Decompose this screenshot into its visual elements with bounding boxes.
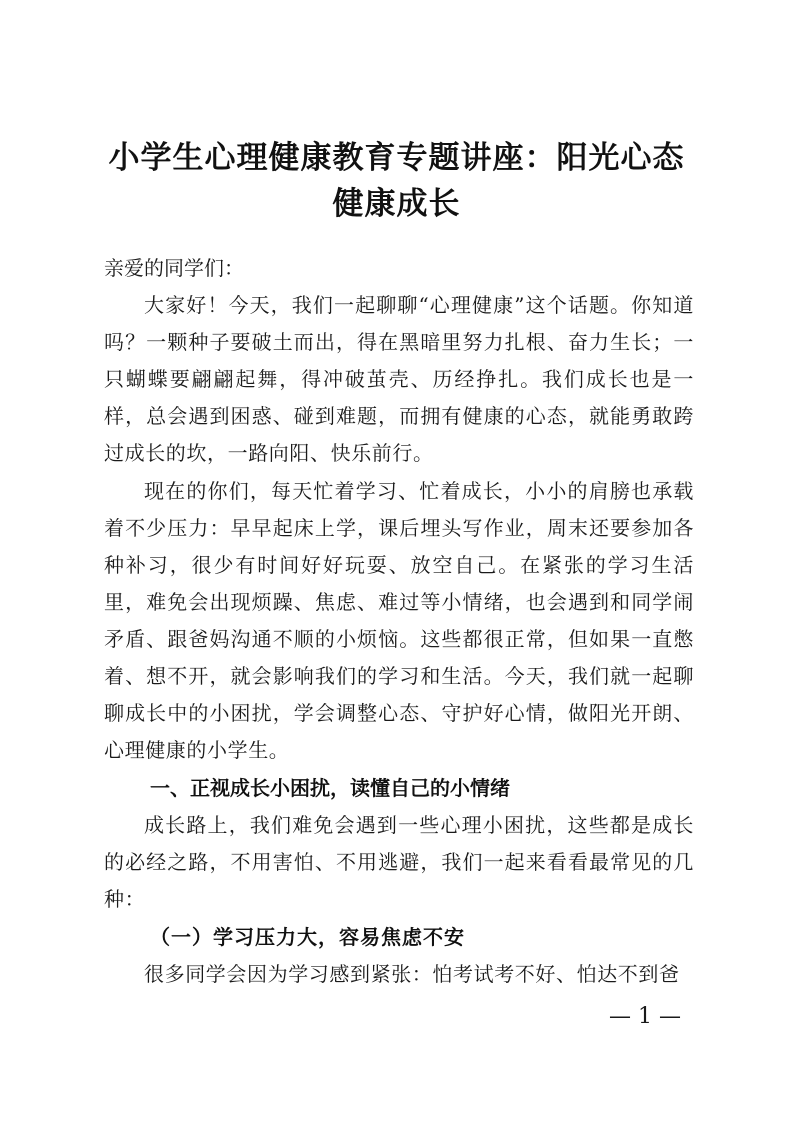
page-number: — 1 — — [609, 1004, 681, 1029]
growth-paragraph-block — [104, 807, 694, 918]
paragraph-pressure: 现在的你们，每天忙着学习、忙着成长，小小的肩膀也承载着不少压力：早早起床上学，课后埋头写作业，周末还要参加各种补习，很少有时间好好玩耍、放空自己。在紧张的学习生活里，难免会出现烦躁、焦虑、难过等小情绪，也会遇到和同学闹矛盾、跟爸妈沟通不顺的小烦恼。这些都很正常，但如果一直憋着、想不开，就会影响我们的学习和生活。今天，我们就一起聊聊成长中的小困扰，学会调整心态、守护好心情，做阳光开朗、心理健康的小学生。 — [104, 479, 694, 762]
study-paragraph-block — [104, 956, 694, 993]
document-title-line1: 小学生心理健康教育专题讲座：阳光心态 — [108, 140, 685, 176]
subsection-heading-1: （一）学习压力大，容易焦虑不安 — [150, 925, 465, 949]
intro-paragraph-block — [104, 287, 694, 472]
salutation: 亲爱的同学们： — [104, 256, 244, 280]
paragraph-intro: 大家好！今天，我们一起聊聊“心理健康”这个话题。你知道吗？一颗种子要破土而出，得在黑暗里努力扎根、奋力生长；一只蝴蝶要翩翩起舞，得冲破茧壳、历经挣扎。我们成长也是一样，总会遇到困惑、碰到难题，而拥有健康的心态，就能勇敢跨过成长的坎，一路向阳、快乐前行。 — [104, 293, 694, 465]
paragraph-growth: 成长路上，我们难免会遇到一些心理小困扰，这些都是成长的必经之路，不用害怕、不用逃避，我们一起来看看最常见的几种： — [104, 813, 694, 911]
paragraph-study: 很多同学会因为学习感到紧张：怕考试考不好、怕达不到爸 — [144, 962, 680, 986]
section-heading-1: 一、正视成长小困扰，读懂自己的小情绪 — [150, 776, 510, 800]
pressure-paragraph-block — [104, 473, 694, 769]
document-title-line2: 健康成长 — [332, 186, 461, 222]
